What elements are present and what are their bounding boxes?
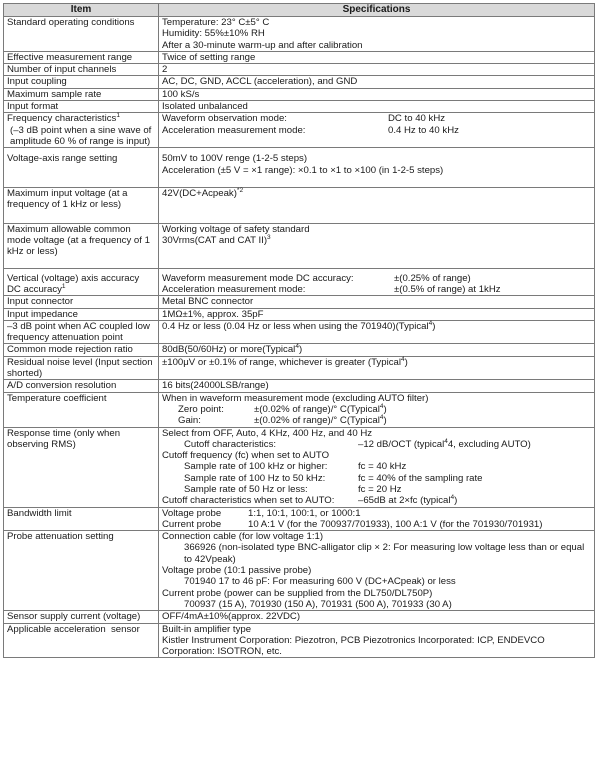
spec-line: Acceleration measurement mode: ±(0.5% of range) at 1kHz bbox=[162, 283, 501, 295]
row-spec bbox=[159, 268, 595, 296]
table-row bbox=[4, 188, 595, 224]
row-spec bbox=[159, 507, 595, 531]
spec-line: Sample rate of 100 kHz or higher: fc = 40 kHz bbox=[184, 461, 407, 473]
row-item: Number of input channels bbox=[4, 64, 159, 76]
row-item: A/D conversion resolution bbox=[4, 380, 159, 392]
row-item: Voltage-axis range setting bbox=[4, 148, 159, 188]
spec-line: After a 30-minute warm-up and after calibration bbox=[162, 39, 363, 51]
row-item: Response time (only when observing RMS) bbox=[4, 427, 159, 507]
spec-line: Temperature: 23° C±5° C bbox=[162, 17, 270, 28]
row-item: Sensor supply current (voltage) bbox=[4, 611, 159, 623]
table-row bbox=[4, 320, 595, 344]
row-item: Temperature coefficient bbox=[4, 392, 159, 427]
table-row bbox=[4, 268, 595, 296]
row-item: Applicable acceleration sensor bbox=[4, 623, 159, 658]
specifications-table bbox=[3, 3, 595, 658]
row-spec: Twice of setting range bbox=[159, 51, 595, 63]
row-spec bbox=[159, 223, 595, 268]
spec-line: Waveform observation mode: DC to 40 kHz bbox=[162, 113, 446, 125]
row-spec: 16 bits(24000LSB/range) bbox=[159, 380, 595, 392]
row-spec: 80dB(50/60Hz) or more(Typical$^4$) bbox=[159, 344, 595, 356]
footnote-marker: 1 bbox=[116, 112, 120, 120]
row-spec: 42V(DC+Acpeak)$^{*2}$ bbox=[159, 188, 595, 224]
row-item: Probe attenuation setting bbox=[4, 531, 159, 611]
header-specifications: Specifications bbox=[159, 4, 595, 17]
table-row bbox=[4, 51, 595, 63]
item-text: Frequency characteristics bbox=[7, 113, 117, 125]
row-spec: Metal BNC connector bbox=[159, 296, 595, 308]
row-item: Input impedance bbox=[4, 308, 159, 320]
row-item: –3 dB point when AC coupled low frequency attenuation point bbox=[4, 320, 159, 344]
spec-line: Working voltage of safety standard bbox=[162, 223, 310, 235]
spec-line: Voltage probe 1:1, 10:1, 100:1, or 1000:1 bbox=[162, 507, 361, 519]
row-item: Input connector bbox=[4, 296, 159, 308]
table-row bbox=[4, 148, 595, 188]
row-item: Maximum allowable common mode voltage (at a frequency of 1 kHz or less) bbox=[4, 223, 159, 268]
table-row bbox=[4, 611, 595, 623]
spec-line: Cutoff characteristics: –12 dB/OCT (typical$^4$4, excluding AUTO) bbox=[184, 437, 531, 450]
table-row bbox=[4, 223, 595, 268]
table-row bbox=[4, 380, 595, 392]
spec-line: 700937 (15 A), 701930 (150 A), 701931 (500 A), 701933 (30 A) bbox=[184, 598, 452, 610]
spec-line: 366926 (non-isolated type BNC-alligator clip × 2: For measuring low voltage less than or equal to 42Vpeak) bbox=[184, 542, 585, 565]
row-spec: 2 bbox=[159, 64, 595, 76]
table-row bbox=[4, 308, 595, 320]
row-item: Bandwidth limit bbox=[4, 507, 159, 531]
table-row bbox=[4, 17, 595, 52]
spec-line: Select from OFF, Auto, 4 KHz, 400 Hz, and 40 Hz bbox=[162, 427, 373, 439]
table-row bbox=[4, 76, 595, 88]
spec-line: 701940 17 to 46 pF: For measuring 600 V (DC+ACpeak) or less bbox=[184, 576, 456, 588]
table-row bbox=[4, 101, 595, 113]
table-row bbox=[4, 64, 595, 76]
spec-line: 50mV to 100V renge (1-2-5 steps) bbox=[162, 153, 308, 165]
row-item: Common mode rejection ratio bbox=[4, 344, 159, 356]
spec-line: Acceleration (±5 V = ×1 range): ×0.1 to ×1 to ×100 (in 1-2-5 steps) bbox=[162, 164, 444, 176]
table-row bbox=[4, 392, 595, 427]
row-item: Input format bbox=[4, 101, 159, 113]
spec-line: 30Vrms(CAT and CAT II)$^3$ bbox=[162, 233, 271, 247]
row-item: Input coupling bbox=[4, 76, 159, 88]
table-row bbox=[4, 356, 595, 380]
spec-line: Cutoff frequency (fc) when set to AUTO bbox=[162, 450, 330, 462]
row-spec: Isolated unbalanced bbox=[159, 101, 595, 113]
row-item: Vertical (voltage) axis accuracy DC accuracy$^1$ bbox=[4, 268, 159, 296]
row-item: Maximum input voltage (at a frequency of 1 kHz or less) bbox=[4, 188, 159, 224]
spec-line: Voltage probe (10:1 passive probe) bbox=[162, 565, 312, 577]
item-note: (–3 dB point when a sine wave of amplitude 60 % of range is input) bbox=[10, 124, 152, 147]
spec-line: Built-in amplifier type bbox=[162, 623, 252, 635]
spec-line: Zero point: ±(0.02% of range)/° C(Typical$^4$) bbox=[178, 402, 387, 415]
row-spec bbox=[159, 427, 595, 507]
header-item: Item bbox=[4, 4, 159, 17]
spec-line: Sample rate of 100 Hz to 50 kHz: fc = 40% of the sampling rate bbox=[184, 472, 483, 484]
table-row bbox=[4, 344, 595, 356]
row-item: Standard operating conditions bbox=[4, 17, 159, 52]
spec-line: Cutoff characteristics when set to AUTO: –65dB at 2×fc (typical$^4$) bbox=[162, 494, 458, 507]
spec-line: Humidity: 55%±10% RH bbox=[162, 28, 265, 40]
row-spec bbox=[159, 113, 595, 148]
row-spec bbox=[159, 17, 595, 52]
table-row bbox=[4, 113, 595, 148]
row-spec: 100 kS/s bbox=[159, 88, 595, 100]
table-row bbox=[4, 427, 595, 507]
spec-line: Sample rate of 50 Hz or less: fc = 20 Hz bbox=[184, 483, 402, 495]
spec-line: Kistler Instrument Corporation: Piezotron, PCB Piezotronics Incorporated: ICP, ENDEVCO Corporation: ISOTRON, etc. bbox=[162, 634, 545, 658]
table-header-row bbox=[4, 4, 595, 17]
table-row bbox=[4, 296, 595, 308]
row-spec bbox=[159, 531, 595, 611]
table-row bbox=[4, 531, 595, 611]
row-item: Effective measurement range bbox=[4, 51, 159, 63]
spec-line: Connection cable (for low voltage 1:1) bbox=[162, 531, 324, 543]
row-spec bbox=[159, 148, 595, 188]
spec-line: Gain: ±(0.02% of range)/° C(Typical$^4$) bbox=[178, 414, 387, 427]
row-spec: ±100μV or ±0.1% of range, whichever is greater (Typical$^4$) bbox=[159, 356, 595, 380]
row-item: Maximum sample rate bbox=[4, 88, 159, 100]
row-spec: OFF/4mA±10%(approx. 22VDC) bbox=[159, 611, 595, 623]
spec-line: When in waveform measurement mode (excluding AUTO filter) bbox=[162, 392, 429, 404]
table-row bbox=[4, 88, 595, 100]
spec-line: Acceleration measurement mode: 0.4 Hz to 40 kHz bbox=[162, 124, 459, 136]
row-spec bbox=[159, 623, 595, 658]
spec-line: Current probe (power can be supplied from the DL750/DL750P) bbox=[162, 587, 433, 599]
table-row bbox=[4, 507, 595, 531]
row-item: Residual noise level (Input section shorted) bbox=[4, 356, 159, 380]
row-spec: AC, DC, GND, ACCL (acceleration), and GND bbox=[159, 76, 595, 88]
row-spec: 1MΩ±1%, approx. 35pF bbox=[159, 308, 595, 320]
row-item bbox=[4, 113, 159, 148]
spec-line: Current probe 10 A:1 V (for the 700937/701933), 100 A:1 V (for the 701930/701931) bbox=[162, 518, 543, 530]
row-spec: 0.4 Hz or less (0.04 Hz or less when using the 701940)(Typical$^4$) bbox=[159, 320, 595, 344]
row-spec bbox=[159, 392, 595, 427]
spec-line: Waveform measurement mode DC accuracy: ±(0.25% of range) bbox=[162, 272, 471, 284]
table-row bbox=[4, 623, 595, 658]
